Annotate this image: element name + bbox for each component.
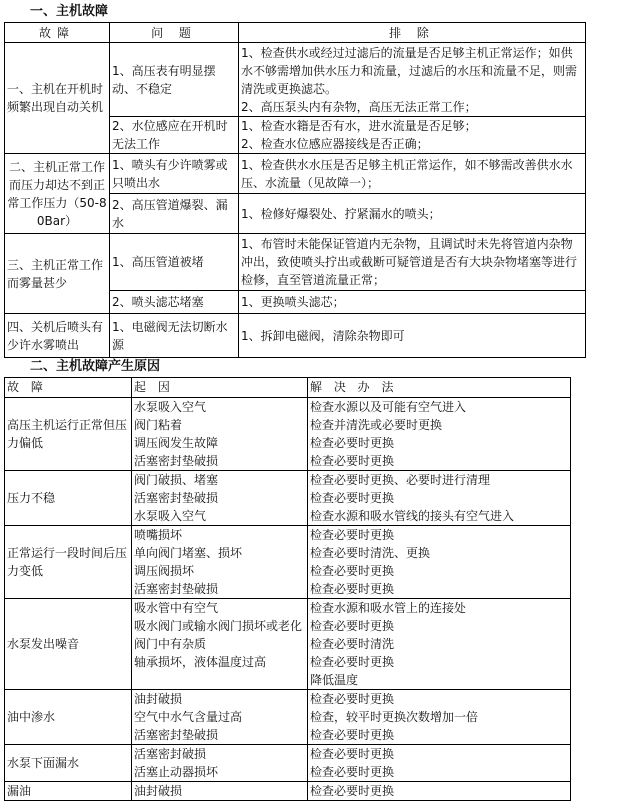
cause-line: 吸水阀门或输水阀门损坏或老化 <box>134 619 303 633</box>
table-row <box>5 471 571 526</box>
fault-cell: 四、关机后喷头有少许水雾喷出 <box>5 314 110 358</box>
cause-line: 阀门破损、堵塞 <box>134 473 219 487</box>
problem-cell: 1、高压管道被堵 <box>110 234 239 291</box>
problem-cell: 2、喷头滤芯堵塞 <box>110 291 239 314</box>
cause-line: 油封破损 <box>134 692 183 706</box>
remedy-line: 检查必要时更换 <box>310 436 395 450</box>
cause-cell <box>132 599 308 690</box>
fault-cell: 一、主机在开机时频繁出现自动关机 <box>5 43 110 154</box>
remedy-line: 检查水源和吸水管上的连接处 <box>310 601 467 615</box>
solution-cell: 1、检查供水水压是否足够主机正常运作，如不够需改善供水水压、水流量（见故障一）； <box>239 154 586 194</box>
table-row <box>5 234 586 291</box>
remedy-cell <box>308 471 571 526</box>
cause-line: 活塞密封破损 <box>134 747 207 761</box>
solution-text: 2、高压泵头内有杂物，高压无法正常工作； <box>241 99 477 114</box>
fault-cell: 三、主机正常工作而雾量甚少 <box>5 234 110 314</box>
solution-text: 1、检查水籍是否有水，进水流量是否足够； <box>241 119 477 133</box>
table-row <box>5 599 571 690</box>
section1-title: 一、主机故障 <box>30 4 109 19</box>
solution-cell: 1、布管时未能保证管道内无杂物，且调试时未先将管道内杂物冲出，致使喷头拧出或截断可疑管道是否有大块杂物堵塞等进行检修，直至管道流量正常； <box>239 234 586 291</box>
cause-line: 活塞密封垫破损 <box>134 454 219 468</box>
header-fault: 故 障 <box>5 378 132 398</box>
table-header <box>5 23 586 43</box>
cause-line: 活塞止动器损坏 <box>134 765 219 779</box>
cause-cell <box>132 471 308 526</box>
cause-line: 水泵吸入空气 <box>134 509 207 523</box>
cause-line: 轴承损坏，液体温度过高 <box>134 655 267 669</box>
cause-cell <box>132 398 308 471</box>
cause-cell <box>132 526 308 599</box>
table-row <box>5 43 586 117</box>
remedy-line: 检查必要时更换 <box>310 528 395 542</box>
remedy-cell <box>308 526 571 599</box>
table-row <box>5 154 586 194</box>
remedy-line: 检查水源和吸水管线的接头有空气进入 <box>310 509 515 523</box>
fault-cell: 压力不稳 <box>5 471 132 526</box>
remedy-line: 检查必要时更换 <box>310 747 395 761</box>
cause-line: 阀门中有杂质 <box>134 637 207 651</box>
cause-line: 油封破损 <box>134 784 183 798</box>
remedy-line: 检查必要时更换 <box>310 655 395 669</box>
cause-line: 吸水管中有空气 <box>134 601 219 615</box>
cause-cell <box>132 782 308 801</box>
solution-text: 1、检查供水或经过过滤后的流量是否足够主机正常运作；如供水不够需增加供水压力和流量，过滤后的水压和流量不足，则需清洗或更换滤芯。 <box>241 45 578 96</box>
solution-cell <box>239 43 586 117</box>
table-row <box>5 398 571 471</box>
fault-cell: 高压主机运行正常但压力偏低 <box>5 398 132 471</box>
table-row <box>5 745 571 782</box>
header-cause: 起 因 <box>132 378 308 398</box>
cause-line: 喷嘴损坏 <box>134 528 183 542</box>
solution-cell: 1、更换喷头滤芯； <box>239 291 586 314</box>
problem-cell: 2、水位感应在开机时无法工作 <box>110 117 239 154</box>
remedy-line: 检查必要时更换 <box>310 582 395 596</box>
table-row <box>5 690 571 745</box>
cause-table <box>4 377 571 801</box>
section2-title: 二、主机故障产生原因 <box>30 359 161 374</box>
remedy-line: 检查必要时清洗、更换 <box>310 546 431 560</box>
problem-cell: 2、高压管道爆裂、漏水 <box>110 194 239 234</box>
remedy-cell <box>308 745 571 782</box>
fault-cell: 水泵下面漏水 <box>5 745 132 782</box>
cause-line: 调压阀发生故障 <box>134 436 219 450</box>
cause-line: 单向阀门堵塞、损坏 <box>134 546 243 560</box>
remedy-line: 降低温度 <box>310 673 359 687</box>
fault-cell: 正常运行一段时间后压力变低 <box>5 526 132 599</box>
remedy-line: 检查水源以及可能有空气进入 <box>310 400 467 414</box>
remedy-cell <box>308 599 571 690</box>
remedy-line: 检查必要时更换 <box>310 454 395 468</box>
cause-cell <box>132 745 308 782</box>
remedy-line: 检查必要时更换 <box>310 619 395 633</box>
cause-line: 阀门粘着 <box>134 418 183 432</box>
cause-line: 水泵吸入空气 <box>134 400 207 414</box>
solution-cell: 1、拆卸电磁阀，清除杂物即可 <box>239 314 586 358</box>
remedy-line: 检查，较平时更换次数增加一倍 <box>310 710 479 724</box>
table-header <box>5 378 571 398</box>
table-row <box>5 526 571 599</box>
fault-cell: 漏油 <box>5 782 132 801</box>
header-solution: 排 除 <box>239 23 586 43</box>
header-remedy: 解 决 办 法 <box>308 378 571 398</box>
fault-cell: 二、主机正常工作而压力却达不到正常工作压力（50-80Bar） <box>5 154 110 234</box>
cause-line: 活塞密封垫破损 <box>134 491 219 505</box>
remedy-line: 检查必要时更换 <box>310 491 395 505</box>
remedy-line: 检查必要时清洗 <box>310 637 395 651</box>
cause-line: 调压阀损坏 <box>134 564 195 578</box>
remedy-line: 检查必要时更换、必要时进行清理 <box>310 473 491 487</box>
remedy-line: 检查必要时更换 <box>310 784 395 798</box>
solution-text: 2、检查水位感应器接线是否正确； <box>241 137 429 151</box>
cause-cell <box>132 690 308 745</box>
remedy-line: 检查必要时更换 <box>310 692 395 706</box>
header-problem: 问 题 <box>110 23 239 43</box>
cause-line: 空气中水气含量过高 <box>134 710 243 724</box>
fault-cell: 油中渗水 <box>5 690 132 745</box>
remedy-line: 检查必要时更换 <box>310 765 395 779</box>
remedy-line: 检查并清洗或必要时更换 <box>310 418 443 432</box>
cause-line: 活塞密封垫破损 <box>134 582 219 596</box>
fault-table <box>4 22 586 358</box>
fault-cell: 水泵发出噪音 <box>5 599 132 690</box>
cause-line: 活塞密封垫破损 <box>134 728 219 742</box>
problem-cell: 1、电磁阀无法切断水源 <box>110 314 239 358</box>
solution-cell <box>239 117 586 154</box>
remedy-line: 检查必要时更换 <box>310 728 395 742</box>
header-fault: 故障 <box>5 23 110 43</box>
remedy-line: 检查必要时更换 <box>310 564 395 578</box>
table-row <box>5 314 586 358</box>
remedy-cell <box>308 398 571 471</box>
problem-cell: 1、高压表有明显摆动、不稳定 <box>110 43 239 117</box>
remedy-cell <box>308 782 571 801</box>
solution-cell: 1、检修好爆裂处、拧紧漏水的喷头； <box>239 194 586 234</box>
table-row <box>5 782 571 801</box>
remedy-cell <box>308 690 571 745</box>
problem-cell: 1、喷头有少许喷雾或只喷出水 <box>110 154 239 194</box>
